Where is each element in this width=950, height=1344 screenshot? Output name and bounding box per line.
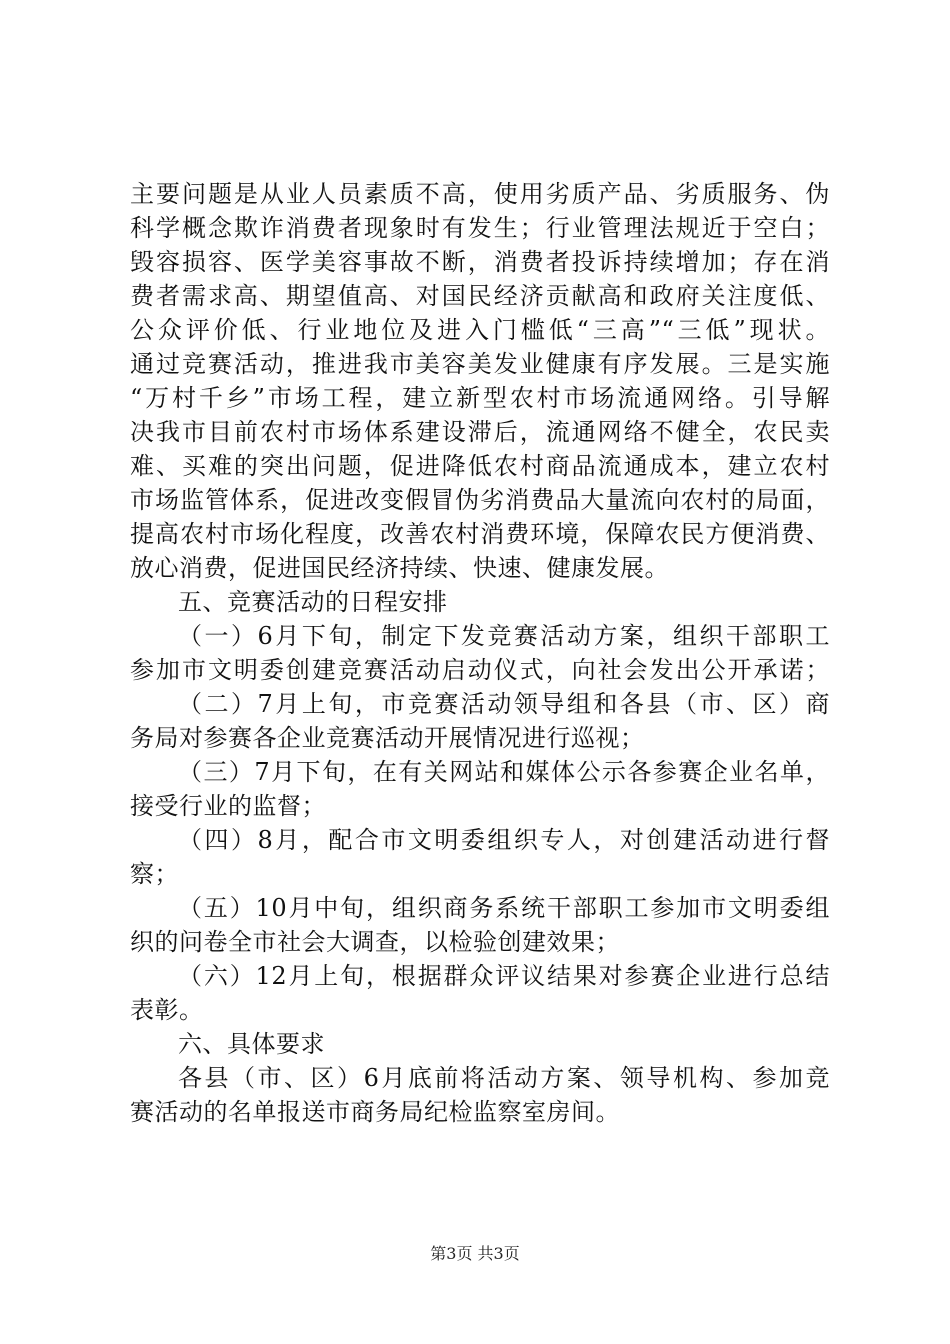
schedule-item-1: （一）6月下旬，制定下发竞赛活动方案，组织干部职工 [178,622,830,650]
paragraph-line: 表彰。 [130,996,204,1024]
paragraph-line: 放心消费，促进国民经济持续、快速、健康发展。 [130,554,669,582]
page-number-footer: 第3页 共3页 [430,1244,520,1263]
paragraph-line: 难、买难的突出问题，促进降低农村商品流通成本，建立农村 [130,452,830,480]
schedule-item-5: （五）10月中旬，组织商务系统干部职工参加市文明委组 [178,894,830,922]
requirements-text: 各县（市、区）6月底前将活动方案、领导机构、参加竞 [178,1064,830,1092]
paragraph-line: 织的问卷全市社会大调查，以检验创建效果； [130,928,620,956]
section-heading-schedule: 五、竞赛活动的日程安排 [178,588,448,616]
schedule-item-3: （三）7月下旬，在有关网站和媒体公示各参赛企业名单， [178,758,830,786]
paragraph-line: 务局对参赛各企业竞赛活动开展情况进行巡视； [130,724,645,752]
paragraph-line: 参加市文明委创建竞赛活动启动仪式，向社会发出公开承诺； [130,656,830,684]
paragraph-line: 主要问题是从业人员素质不高，使用劣质产品、劣质服务、伪 [130,180,830,208]
schedule-item-2: （二）7月上旬，市竞赛活动领导组和各县（市、区）商 [178,690,830,718]
paragraph-line: 提高农村市场化程度，改善农村消费环境，保障农民方便消费、 [130,520,830,548]
section-heading-requirements: 六、具体要求 [178,1030,325,1058]
paragraph-line: 接受行业的监督； [130,792,326,820]
paragraph-line: 费者需求高、期望值高、对国民经济贡献高和政府关注度低、 [130,282,830,310]
paragraph-line: 通过竞赛活动，推进我市美容美发业健康有序发展。三是实施 [130,350,830,378]
paragraph-line: 赛活动的名单报送市商务局纪检监察室房间。 [130,1098,620,1126]
paragraph-line: 决我市目前农村市场体系建设滞后，流通网络不健全，农民卖 [130,418,830,446]
paragraph-line: 市场监管体系，促进改变假冒伪劣消费品大量流向农村的局面， [130,486,830,514]
paragraph-line: “万村千乡”市场工程，建立新型农村市场流通网络。引导解 [130,384,830,412]
paragraph-line: 科学概念欺诈消费者现象时有发生；行业管理法规近于空白； [130,214,830,242]
paragraph-line: 察； [130,860,179,888]
paragraph-line: 毁容损容、医学美容事故不断，消费者投诉持续增加；存在消 [130,248,830,276]
schedule-item-6: （六）12月上旬，根据群众评议结果对参赛企业进行总结 [178,962,830,990]
paragraph-line: 公众评价低、行业地位及进入门槛低“三高”“三低”现状。 [130,316,830,344]
schedule-item-4: （四）8月，配合市文明委组织专人，对创建活动进行督 [178,826,830,854]
